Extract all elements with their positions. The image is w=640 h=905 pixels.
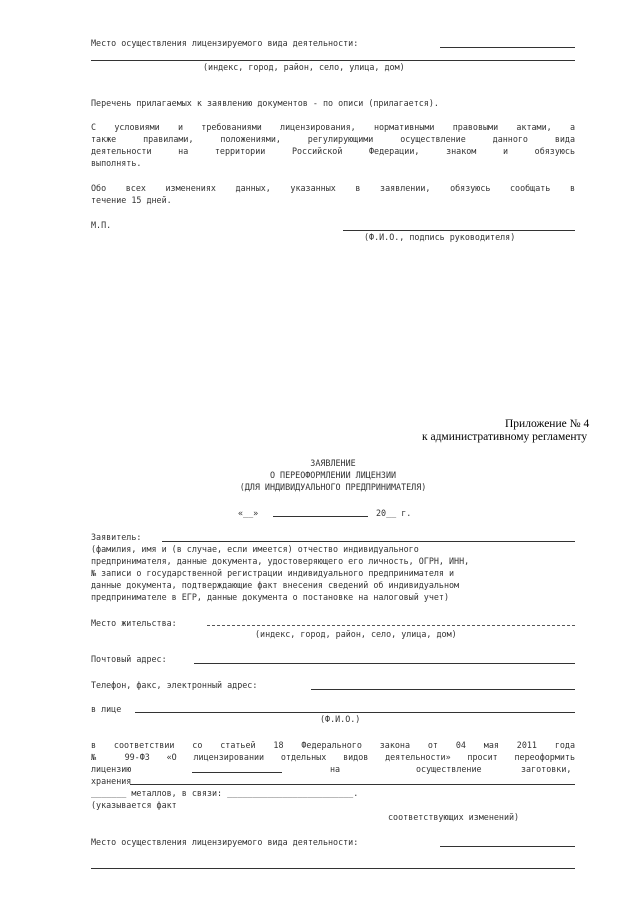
documents-list-text: Перечень прилагаемых к заявлению документов - по описи (прилагается). <box>91 98 439 108</box>
date-month-line[interactable] <box>273 516 368 517</box>
applicant-label: Заявитель: <box>91 532 142 542</box>
storage-line[interactable] <box>130 784 575 785</box>
procurement-word: заготовки, <box>521 764 572 774</box>
conditions-line-3: деятельности на территории Российской Федерации, знаком и обязуюсь <box>91 146 575 156</box>
date-year: 20__ г. <box>376 508 412 518</box>
conditions-line-2: также правилами, положениями, регулирующими осуществление данного вида <box>91 134 575 144</box>
form-title: ЗАЯВЛЕНИЕ <box>310 458 356 468</box>
form-place-of-activity-line-2[interactable] <box>91 868 575 869</box>
applicant-hint-5: предпринимателе в ЕГР, данные документа о постановке на налоговый учет) <box>91 592 449 602</box>
changes-hint: соответствующих изменений) <box>388 812 520 822</box>
place-of-activity-line[interactable] <box>440 47 575 48</box>
license-number-line[interactable] <box>192 772 282 773</box>
applicant-hint-3: № записи о государственной регистрации индивидуального предпринимателя и <box>91 568 455 578</box>
appendix-reglament: к административному регламенту <box>422 431 588 443</box>
residence-label: Место жительства: <box>91 618 177 628</box>
postal-line[interactable] <box>194 663 575 664</box>
person-label: в лице <box>91 704 122 714</box>
na-word: на <box>330 764 341 774</box>
license-word: лицензию <box>91 764 132 774</box>
law-line-1: в соответствии со статьей 18 Федерального закона от 04 мая 2011 года <box>91 740 575 750</box>
form-place-of-activity-label: Место осуществления лицензируемого вида деятельности: <box>91 837 359 847</box>
appendix-number: Приложение № 4 <box>505 418 590 430</box>
residence-line[interactable] <box>207 625 575 626</box>
residence-hint: (индекс, город, район, село, улица, дом) <box>255 629 457 639</box>
notify-line-2: течение 15 дней. <box>91 195 172 205</box>
storage-word: хранения <box>91 776 132 786</box>
notify-line-1: Обо всех изменениях данных, указанных в заявлении, обязуюсь сообщать в <box>91 183 575 193</box>
applicant-line[interactable] <box>162 541 575 542</box>
activity-word: осуществление <box>416 764 482 774</box>
applicant-hint-1: (фамилия, имя и (в случае, если имеется) отчество индивидуального <box>91 544 419 554</box>
stamp-place-label: М.П. <box>91 220 112 230</box>
form-place-of-activity-line[interactable] <box>440 846 575 847</box>
metals-line: _______ металлов, в связи: _________________________. <box>91 788 359 798</box>
postal-label: Почтовый адрес: <box>91 654 167 664</box>
conditions-line-4: выполнять. <box>91 158 142 168</box>
person-hint: (Ф.И.О.) <box>320 714 361 724</box>
phone-label: Телефон, факс, электронный адрес: <box>91 680 258 690</box>
place-of-activity-label: Место осуществления лицензируемого вида деятельности: <box>91 38 359 48</box>
form-subtitle: О ПЕРЕОФОРМЛЕНИИ ЛИЦЕНЗИИ <box>269 470 397 480</box>
applicant-hint-2: предпринимателя, данные документа, удостоверяющего его личность, ОГРН, ИНН, <box>91 556 470 566</box>
address-hint: (индекс, город, район, село, улица, дом) <box>203 62 405 72</box>
form-subtitle-ip: (ДЛЯ ИНДИВИДУАЛЬНОГО ПРЕДПРИНИМАТЕЛЯ) <box>239 482 427 492</box>
fact-hint: (указывается факт <box>91 800 177 810</box>
date-day: «__» <box>238 508 259 518</box>
conditions-line-1: С условиями и требованиями лицензирования, нормативными правовыми актами, а <box>91 122 575 132</box>
law-line-2: № 99-ФЗ «О лицензировании отдельных видов деятельности» просит переоформить <box>91 752 575 762</box>
signature-hint: (Ф.И.О., подпись руководителя) <box>364 232 516 242</box>
applicant-hint-4: данные документа, подтверждающие факт внесения сведений об индивидуальном <box>91 580 460 590</box>
phone-line[interactable] <box>311 689 575 690</box>
